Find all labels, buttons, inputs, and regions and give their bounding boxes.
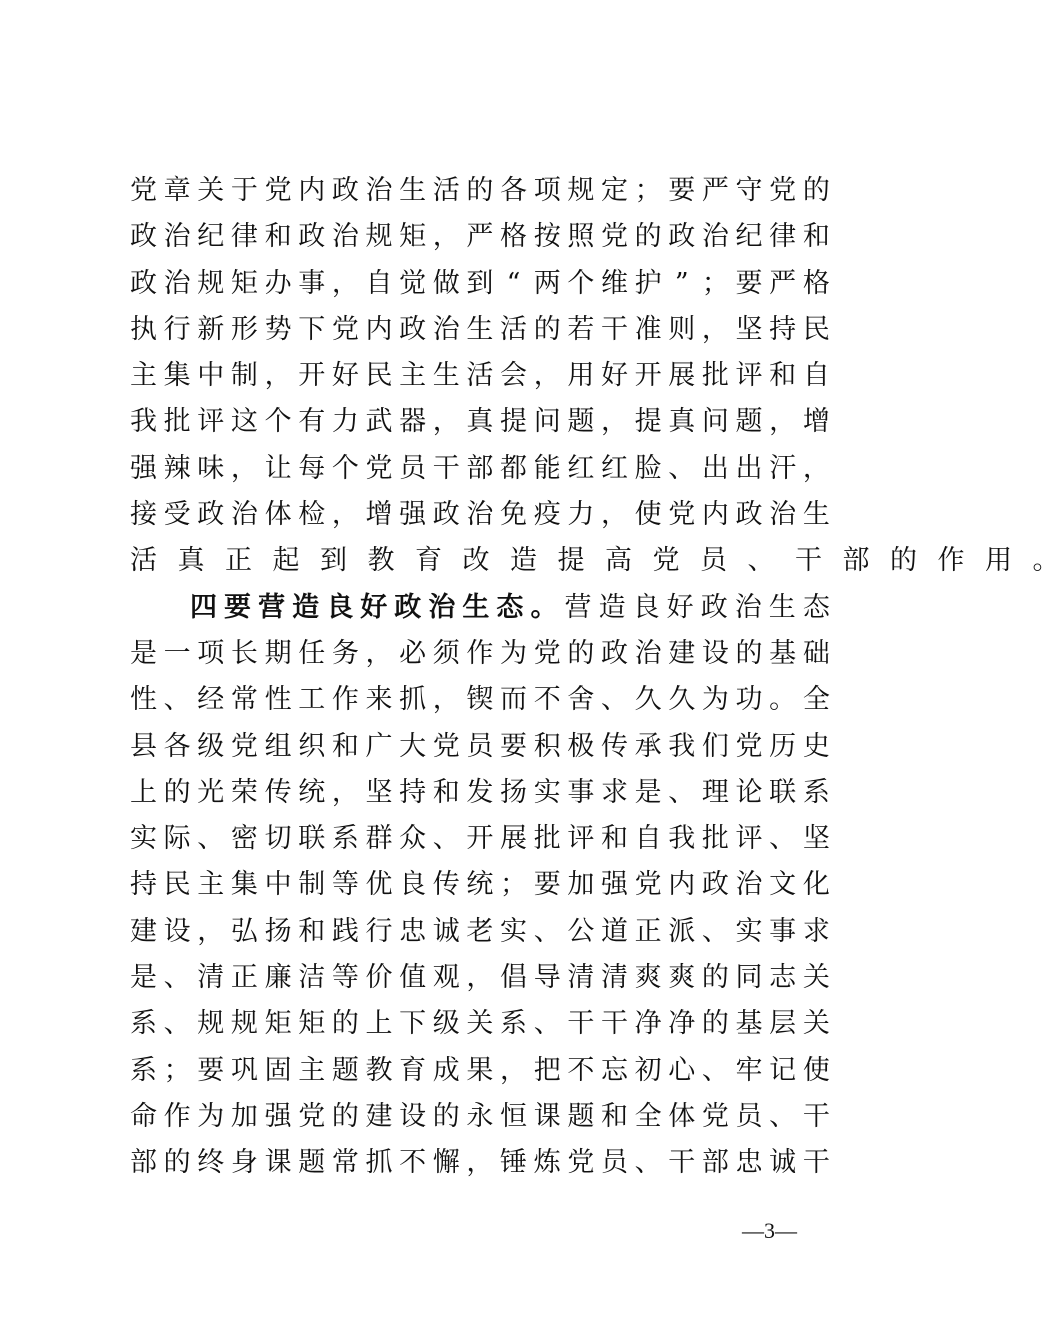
text-line: 政 治 规 矩 办 事 ， 自 觉 做 到 “ 两 个 维 护 ” ； 要 严 格 — [130, 267, 830, 299]
text-line: 部 的 终 身 课 题 常 抓 不 懈 ， 锤 炼 党 员 、 干 部 忠 诚 干 — [130, 1147, 830, 1179]
text-line: 建 设 ， 弘 扬 和 践 行 忠 诚 老 实 、 公 道 正 派 、 实 事 求 — [130, 915, 830, 947]
text-line: 我 批 评 这 个 有 力 武 器 ， 真 提 问 题 ， 提 真 问 题 ， 增 — [130, 406, 830, 438]
text-line: 系 、 规 规 矩 矩 的 上 下 级 关 系 、 干 干 净 净 的 基 层 关 — [130, 1008, 830, 1040]
text-line: 性 、 经 常 性 工 作 来 抓 ， 锲 而 不 舍 、 久 久 为 功 。 全 — [130, 684, 830, 716]
text-line: 接 受 政 治 体 检 ， 增 强 政 治 免 疫 力 ， 使 党 内 政 治 生 — [130, 499, 830, 531]
text-line: 是 一 项 长 期 任 务 ， 必 须 作 为 党 的 政 治 建 设 的 基 础 — [130, 637, 830, 669]
text-line: 是 、 清 正 廉 洁 等 价 值 观 ， 倡 导 清 清 爽 爽 的 同 志 关 — [130, 962, 830, 994]
text-line: 命 作 为 加 强 党 的 建 设 的 永 恒 课 题 和 全 体 党 员 、 干 — [130, 1100, 830, 1132]
text-line: 活 真 正 起 到 教 育 改 造 提 高 党 员 、 干 部 的 作 用 。 — [130, 545, 1060, 577]
text-line: 主 集 中 制 ， 开 好 民 主 生 活 会 ， 用 好 开 展 批 评 和 自 — [130, 360, 830, 392]
text-line: 持 民 主 集 中 制 等 优 良 传 统 ； 要 加 强 党 内 政 治 文 化 — [130, 869, 830, 901]
text-line: 上 的 光 荣 传 统 ， 坚 持 和 发 扬 实 事 求 是 、 理 论 联 系 — [130, 776, 830, 808]
text-line: 党 章 关 于 党 内 政 治 生 活 的 各 项 规 定 ； 要 严 守 党 的 — [130, 175, 830, 206]
body-text — [130, 168, 1060, 1187]
text-line: 执 行 新 形 势 下 党 内 政 治 生 活 的 若 干 准 则 ， 坚 持 民 — [130, 313, 830, 345]
text-line: 系 ； 要 巩 固 主 题 教 育 成 果 ， 把 不 忘 初 心 、 牢 记 使 — [130, 1054, 830, 1086]
text-line: 政 治 纪 律 和 政 治 规 矩 ， 严 格 按 照 党 的 政 治 纪 律 和 — [130, 221, 830, 253]
text-line: 四 要 营 造 良 好 政 治 生 态 。 营 造 良 好 政 治 生 态 — [190, 591, 830, 623]
page-number: —3— — [742, 1218, 797, 1243]
text-line: 县 各 级 党 组 织 和 广 大 党 员 要 积 极 传 承 我 们 党 历 史 — [130, 730, 830, 762]
text-line: 实 际 、 密 切 联 系 群 众 、 开 展 批 评 和 自 我 批 评 、 坚 — [130, 823, 830, 855]
text-line: 强 辣 味 ， 让 每 个 党 员 干 部 都 能 红 红 脸 、 出 出 汗 ， — [130, 452, 830, 484]
